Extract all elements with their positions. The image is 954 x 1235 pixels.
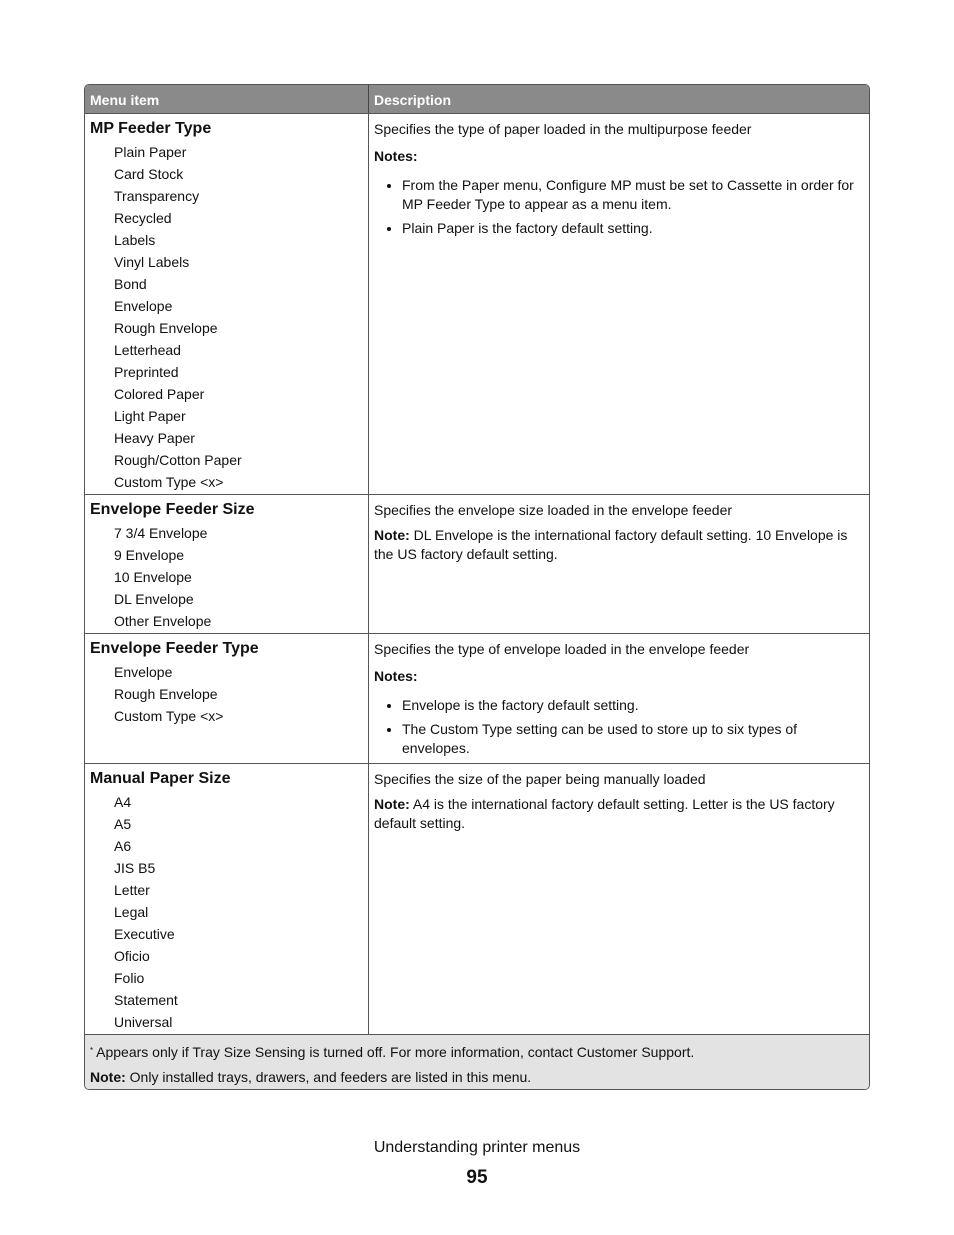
option: Other Envelope (114, 613, 212, 629)
description-cell (369, 634, 869, 763)
option: Card Stock (114, 166, 184, 182)
option: A5 (114, 816, 132, 832)
option: Custom Type <x> (114, 708, 224, 724)
option: Executive (114, 926, 175, 942)
option: Oficio (114, 948, 150, 964)
footnote (90, 1043, 864, 1062)
description-text: Specifies the type of envelope loaded in the envelope feeder (374, 641, 750, 657)
table-row-envelope-feeder-size (85, 494, 869, 633)
menu-item-title: Envelope Feeder Type (90, 640, 259, 657)
footer-note (90, 1068, 864, 1087)
option: Labels (114, 232, 156, 248)
option: Colored Paper (114, 386, 205, 402)
note-item: • The Custom Type setting can be used to store up to six types of envelopes. (402, 720, 865, 758)
option: A6 (114, 838, 132, 854)
option: Envelope (114, 298, 173, 314)
option: 9 Envelope (114, 547, 185, 563)
option: Preprinted (114, 364, 179, 380)
note-text: Only installed trays, drawers, and feeders are listed in this menu. (125, 1069, 532, 1085)
table-header (85, 85, 869, 113)
option: Recycled (114, 210, 172, 226)
note-item: • From the Paper menu, Configure MP must be set to Cassette in order for MP Feeder Type to appear as a menu item. (402, 176, 865, 214)
notes-list (374, 696, 865, 758)
table-row-envelope-feeder-type (85, 633, 869, 763)
option: Plain Paper (114, 144, 187, 160)
note-label: Note: (90, 1069, 126, 1085)
option: Heavy Paper (114, 430, 195, 446)
description-cell (369, 764, 869, 1034)
option: 10 Envelope (114, 569, 192, 585)
option: Legal (114, 904, 149, 920)
table-row-mp-feeder-type (85, 113, 869, 494)
description-text: Specifies the size of the paper being manually loaded (374, 771, 706, 787)
note-text: DL Envelope is the international factory default setting. 10 Envelope is the US factory default setting. (374, 527, 848, 562)
note-label: Note: (374, 527, 410, 543)
option: Statement (114, 992, 178, 1008)
option: Envelope (114, 664, 173, 680)
option: Custom Type <x> (114, 474, 224, 490)
description-text: Specifies the envelope size loaded in the envelope feeder (374, 502, 733, 518)
description-cell (369, 114, 869, 494)
option: 7 3/4 Envelope (114, 525, 208, 541)
option: Rough Envelope (114, 320, 218, 336)
option: JIS B5 (114, 860, 156, 876)
menu-item-cell (85, 114, 369, 494)
note-item: • Envelope is the factory default setting. (402, 696, 865, 715)
option: Folio (114, 970, 145, 986)
footnote-text: Appears only if Tray Size Sensing is turned off. For more information, contact Customer Support. (96, 1044, 695, 1060)
option: Bond (114, 276, 147, 292)
menu-item-cell (85, 764, 369, 1034)
section-title: Understanding printer menus (373, 1139, 581, 1156)
note-paragraph (374, 526, 865, 564)
option: Rough/Cotton Paper (114, 452, 242, 468)
option: Light Paper (114, 408, 186, 424)
menu-item-title: MP Feeder Type (90, 120, 212, 137)
description-text: Specifies the type of paper loaded in the multipurpose feeder (374, 121, 752, 137)
notes-heading: Notes: (374, 148, 418, 164)
option: DL Envelope (114, 591, 194, 607)
note-text: A4 is the international factory default setting. Letter is the US factory default setting. (374, 796, 835, 831)
option: Transparency (114, 188, 200, 204)
option: A4 (114, 794, 132, 810)
note-item: • Plain Paper is the factory default setting. (402, 219, 865, 238)
table-row-manual-paper-size (85, 763, 869, 1034)
menu-item-title: Envelope Feeder Size (90, 501, 255, 518)
menu-table (84, 84, 870, 1090)
note-label: Note: (374, 796, 410, 812)
option: Universal (114, 1014, 173, 1030)
menu-item-cell (85, 495, 369, 633)
table-footer (85, 1034, 869, 1089)
notes-list (374, 176, 865, 238)
menu-item-title: Manual Paper Size (90, 770, 231, 787)
menu-item-cell (85, 634, 369, 763)
option: Letter (114, 882, 150, 898)
description-cell (369, 495, 869, 633)
note-paragraph (374, 795, 865, 833)
asterisk: * (90, 1046, 94, 1055)
header-menu-item: Menu item (85, 85, 369, 113)
header-description: Description (374, 92, 452, 108)
page-number: 95 (466, 1167, 488, 1188)
option: Rough Envelope (114, 686, 218, 702)
option: Vinyl Labels (114, 254, 190, 270)
option: Letterhead (114, 342, 181, 358)
notes-heading: Notes: (374, 668, 418, 684)
